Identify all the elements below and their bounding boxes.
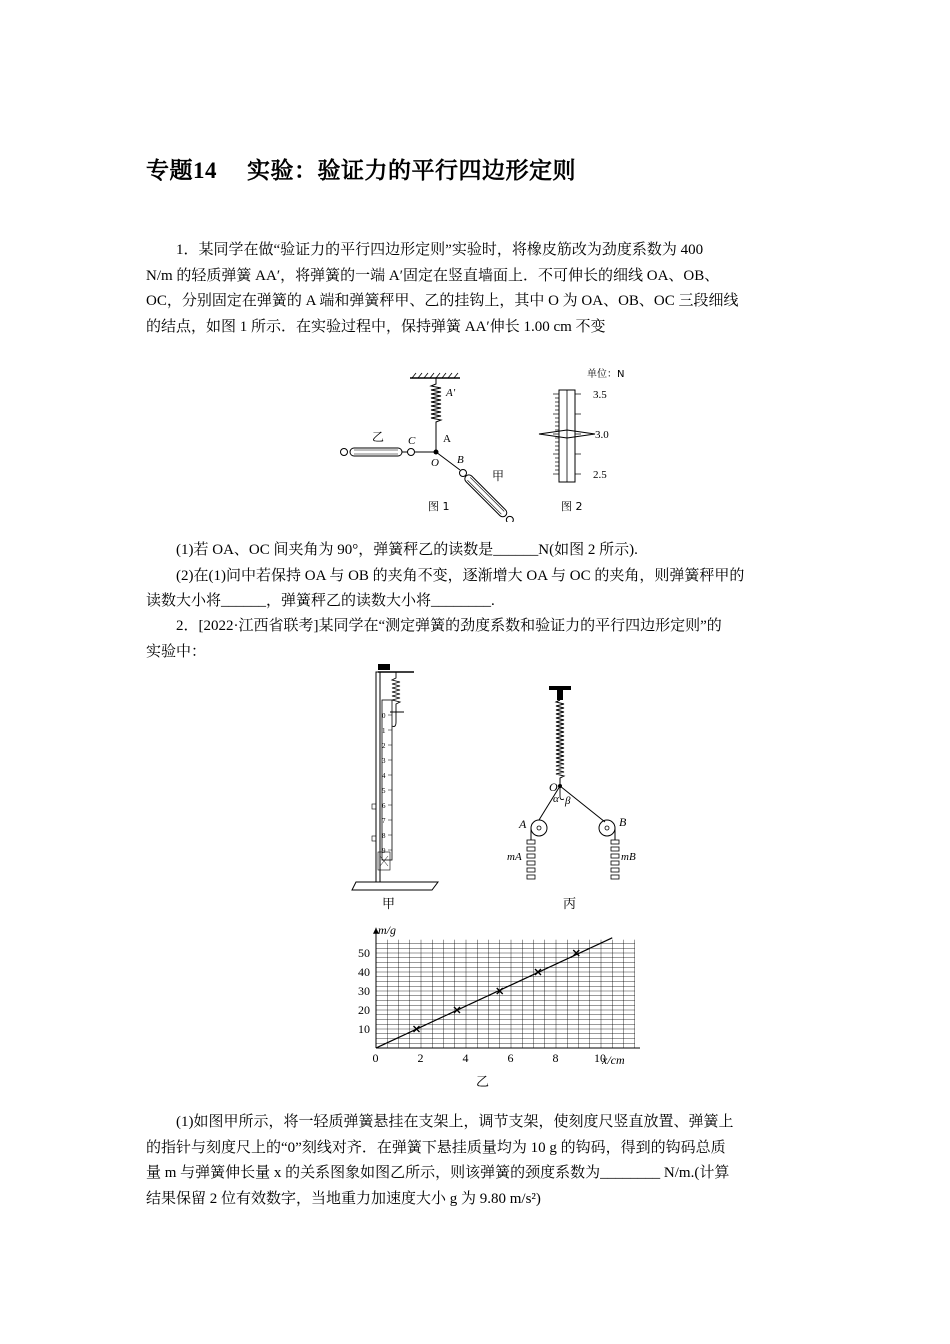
bing-label-ma: mA [507,851,522,863]
q2-line-1: 2．[2022·江西省联考]某同学在“测定弹簧的劲度系数和验证力的平行四边形定则”的 [176,618,722,634]
q2-sub1-line-3: 量 m 与弹簧伸长量 x 的关系图象如图乙所示，则该弹簧的颈度系数为________ N/m.(计算 [146,1165,730,1182]
figure-bing-caption: 丙 [563,897,577,912]
q1-sub-2-line-1: (2)在(1)问中若保持 OA 与 OB 的夹角不变，逐渐增大 OA 与 OC 的夹角，则弹簧秤甲的 [176,567,745,584]
label-b: B [457,454,464,466]
label-a-prime: A′ [446,387,456,399]
x-tick-label: 0 [372,1051,379,1065]
y-tick-label: 20 [358,1003,370,1017]
title-prefix: 专题 [146,158,193,184]
y-tick-label: 30 [358,984,370,998]
x-tick-label: 4 [462,1051,469,1065]
figure-1-caption: 图 1 [428,500,450,513]
bing-label-alpha: α [553,793,559,805]
x-tick-label: 8 [552,1051,559,1065]
weights-b [611,840,619,879]
y-tick-label: 40 [358,965,370,979]
figure-bing [505,680,640,915]
q2-line-2: 实验中： [146,643,207,660]
q1-line-1: 1．某同学在做“验证力的平行四边形定则”实验时，将橡皮筋改为劲度系数为 400 [176,242,704,258]
bing-label-a: A [519,817,527,831]
q1-line-4: 的结点，如图 1 所示．在实验过程中，保持弹簧 AA′伸长 1.00 cm 不变 [146,318,606,335]
figure-2-caption: 图 2 [561,500,583,513]
y-tick-label: 50 [358,946,370,960]
label-c: C [408,435,416,447]
bing-label-mb: mB [621,851,636,863]
jia-scale-0: 0 [382,712,386,720]
label-a: A [443,433,451,445]
figure-2 [533,362,653,522]
chart-tick-labels [358,946,606,1065]
jia-scale-5: 5 [382,787,386,795]
q1-line-3: OC，分别固定在弹簧的 A 端和弹簧秤甲、乙的挂钩上，其中 O 为 OA、OB、OC 三段细线 [146,293,739,310]
bing-spring [556,700,564,786]
chart-xlabel: x/cm [602,1053,625,1067]
question-1-text [146,238,808,340]
jia-scale-6: 6 [382,802,386,810]
fig2-tick-2-5: 2.5 [593,469,607,481]
q1-line-2: N/m 的轻质弹簧 AA′，将弹簧的一端 A′固定在竖直墙面上．不可伸长的细线 OA、OB、 [146,267,720,284]
jia-scale-1: 1 [382,727,386,735]
jia-scale-labels [382,712,386,855]
jia-scale-7: 7 [382,817,386,825]
x-tick-label: 6 [507,1051,514,1065]
balance-yi [350,448,402,456]
chart-marks [376,938,612,1048]
jia-scale-3: 3 [382,757,386,765]
pulley-a [531,820,547,836]
figure-1 [330,362,530,522]
chart-ylabel: m/g [378,923,396,937]
x-tick-label: 10 [594,1051,606,1065]
fig2-tick-3-5: 3.5 [593,389,607,401]
question-1-subparts [146,538,808,615]
figure-jia [350,660,445,915]
label-jia: 甲 [492,469,505,483]
weights-a [527,840,535,879]
title-number: 14 [193,158,217,183]
chart-grid [376,940,635,1048]
x-tick-label: 2 [417,1051,424,1065]
figure-2-unit: 单位：N [587,369,625,380]
bing-label-beta: β [565,795,571,807]
question-2-text [146,614,808,665]
label-o: O [431,457,439,469]
question-2-sub-1 [146,1110,808,1212]
spring-aa-prime [431,378,441,434]
q1-sub-2-line-2: 读数大小将______，弹簧秤乙的读数大小将________. [146,593,495,610]
page-title [146,152,576,185]
bing-label-b: B [619,815,627,829]
y-tick-label: 10 [358,1022,370,1036]
q2-sub1-line-1: (1)如图甲所示，将一轻质弹簧悬挂在支架上，调节支架，使刻度尺竖直放置、弹簧上 [176,1114,734,1130]
q1-sub-1: (1)若 OA、OC 间夹角为 90°，弹簧秤乙的读数是______N(如图 2 所示). [176,542,638,558]
bing-label-o: O [549,780,558,794]
jia-scale-2: 2 [382,742,386,750]
jia-scale-8: 8 [382,832,386,840]
chart-yi [340,918,640,1090]
jia-scale-9: 9 [382,847,386,855]
pulley-b [599,820,615,836]
jia-spring [392,672,400,712]
chart-caption: 乙 [476,1075,490,1090]
figure-jia-caption: 甲 [382,897,396,912]
fig2-tick-3-0: 3.0 [595,429,609,441]
q2-sub1-line-4: 结果保留 2 位有效数字，当地重力加速度大小 g 为 9.80 m/s²) [146,1190,541,1207]
title-text: 实验：验证力的平行四边形定则 [247,158,576,184]
jia-scale-4: 4 [382,772,386,780]
label-yi: 乙 [372,430,385,444]
q2-sub1-line-2: 的指针与刻度尺上的“0”刻线对齐．在弹簧下悬挂质量均为 10 g 的钩码，得到的钩码总质 [146,1139,726,1156]
chart-axes [373,928,640,1051]
